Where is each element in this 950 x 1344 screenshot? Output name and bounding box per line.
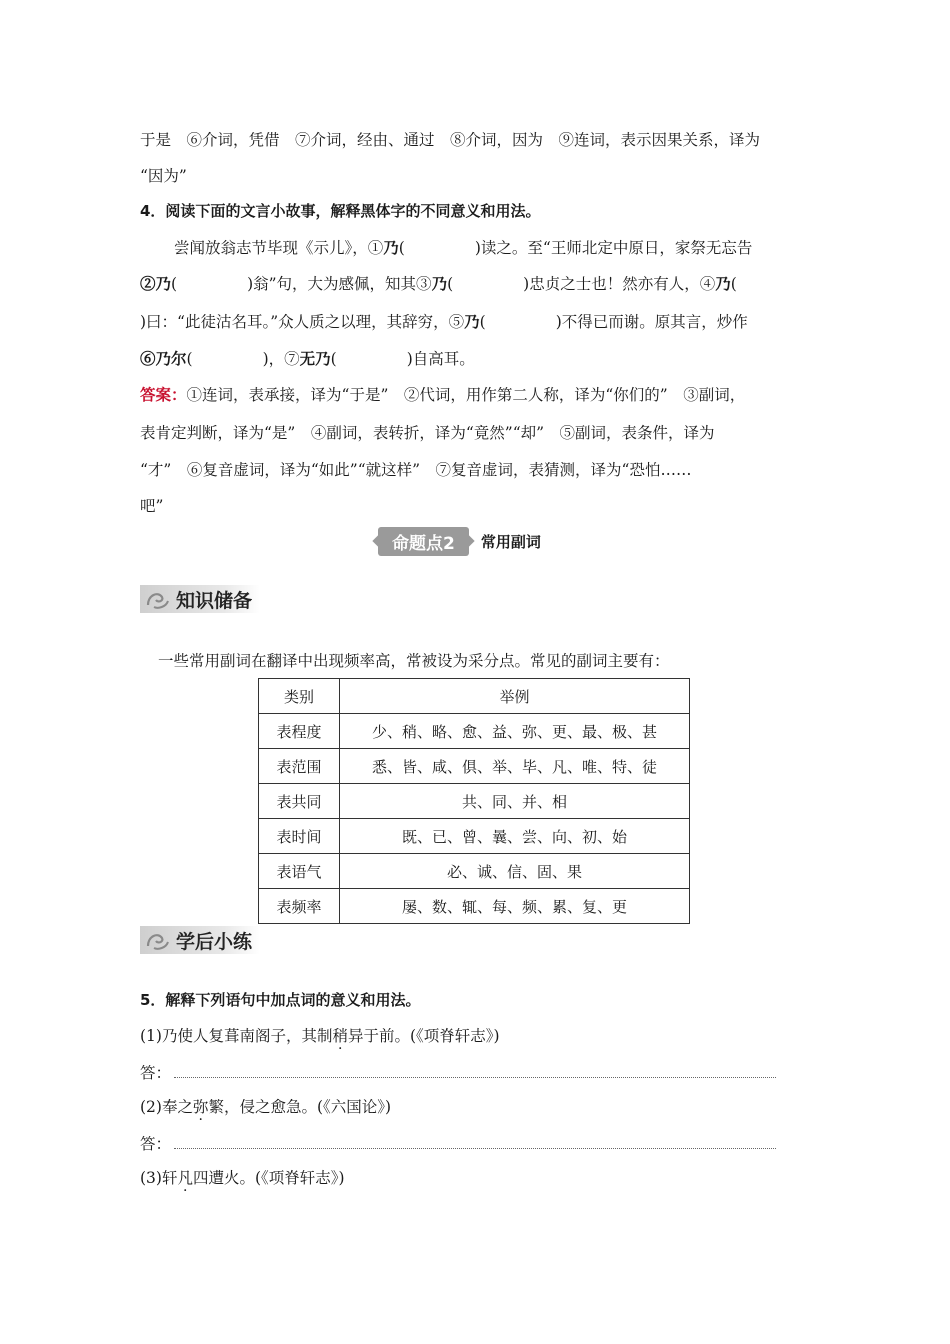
paren-open: ( [479,313,486,331]
question-5-title: 5．解释下列语句中加点词的意义和用法。 [140,991,421,1009]
table-row [259,819,690,854]
bold-word-2: ②乃 [140,274,172,293]
dotted-word: 弥 [192,1098,209,1116]
table-cell: 表时间 [259,819,340,854]
story-line-3 [140,310,748,332]
story-line-4 [140,347,475,369]
paren-open: ( [398,239,405,257]
table-cell: 共、同、并、相 [340,784,690,819]
q5-sentence-2 [140,1095,391,1117]
sentence-text: 异于前。(《项脊轩志》) [347,1027,500,1045]
dotted-word: 稍 [332,1027,348,1045]
prev-answer-line-2: “因为” [140,167,187,185]
table-cell: 少、稍、略、愈、益、弥、更、最、极、甚 [340,714,690,749]
answer-line-3: “才” ⑥复音虚词，译为“如此”“就这样” ⑦复音虚词，表猜测，译为“恐怕…… [140,461,692,479]
story-text: )翁”句，大为感佩，知其③ [247,275,432,293]
q5-sentence-1 [140,1024,500,1046]
paren-open: ( [447,275,454,293]
banner-label: 学后小练 [176,930,253,953]
table-row [259,749,690,784]
story-text: )不得已而谢。原其言，炒作 [555,313,748,331]
paren-open: ( [171,275,178,293]
table-cell: 表语气 [259,854,340,889]
table-cell: 悉、皆、咸、俱、举、毕、凡、唯、特、徒 [340,749,690,784]
section-heading [378,528,541,554]
paren-open: ( [730,275,737,293]
swirl-icon [144,587,172,611]
answer-text: ①连词，表承接，译为“于是” ②代词，用作第二人称，译为“你们的” ③副词， [186,386,746,404]
answer-field-2[interactable] [174,1148,776,1149]
sentence-text: 四遭火。(《项脊轩志》) [192,1169,345,1187]
story-text: )，⑦ [262,350,300,368]
table-cell: 表范围 [259,749,340,784]
table-row [259,889,690,924]
table-row [259,784,690,819]
bold-word-1: 乃 [383,238,399,257]
story-text: )忠贞之士也！然亦有人，④ [523,275,716,293]
sentence-text: (2)奉之 [140,1098,193,1116]
question-4-title: 4．阅读下面的文言小故事，解释黑体字的不同意义和用法。 [140,202,541,220]
prev-answer-line-1: 于是 ⑥介词，凭借 ⑦介词，经由、通过 ⑧介词，因为 ⑨连词，表示因果关系，译为 [140,131,761,149]
q5-sentence-3 [140,1166,345,1188]
paren-open: ( [330,350,337,368]
swirl-icon [144,928,172,952]
adverb-table [258,678,690,924]
sentence-text: (1)乃使人复葺南阁子，其制 [140,1027,333,1045]
answer-label: 答案： [140,386,187,404]
bold-word-3: 乃 [431,274,448,293]
answer-line-4: 吧” [140,497,164,515]
story-text: 尝闻放翁志节毕现《示儿》，① [174,239,384,257]
section-subtitle: 常用副词 [480,532,541,551]
header-examples: 举例 [340,679,690,714]
answer-line-1 [140,383,745,405]
header-category: 类别 [259,679,340,714]
table-cell: 必、诚、信、固、果 [340,854,690,889]
table-cell: 屡、数、辄、每、频、累、复、更 [340,889,690,924]
table-row [259,854,690,889]
dotted-word: 凡 [177,1169,193,1187]
story-text: )曰：“此徒沽名耳。”众人质之以理，其辞穷，⑤ [140,313,465,331]
paren-open: ( [186,350,193,368]
answer-field-1[interactable] [174,1077,776,1078]
story-text: )自高耳。 [406,350,475,368]
sentence-text: (3)轩 [140,1169,178,1187]
table-header [259,679,690,714]
answer-prefix-1: 答： [140,1064,172,1082]
practice-banner [140,926,260,954]
table-cell: 表程度 [259,714,340,749]
table-cell: 表共同 [259,784,340,819]
banner-label: 知识储备 [176,589,253,612]
story-line-1 [174,236,752,258]
table-cell: 表频率 [259,889,340,924]
answer-prefix-2: 答： [140,1135,172,1153]
table-cell: 既、已、曾、曩、尝、向、初、始 [340,819,690,854]
bold-word-4: 乃 [715,274,731,293]
story-text: )读之。至“王师北定中原日，家祭无忘告 [474,239,753,257]
knowledge-banner [140,585,260,613]
story-line-2 [140,272,737,294]
sentence-text: 繁，侵之愈急。(《六国论》) [208,1098,392,1116]
section-badge: 命题点2 [378,527,469,556]
table-row [259,714,690,749]
bold-word-7: 无乃 [299,349,331,368]
bold-word-6: ⑥乃尔 [140,349,187,368]
intro-text: 一些常用副词在翻译中出现频率高，常被设为采分点。常见的副词主要有： [158,652,670,670]
answer-line-2: 表肯定判断，译为“是” ④副词，表转折，译为“竟然”“却” ⑤副词，表条件，译为 [140,424,715,442]
bold-word-5: 乃 [464,312,480,331]
